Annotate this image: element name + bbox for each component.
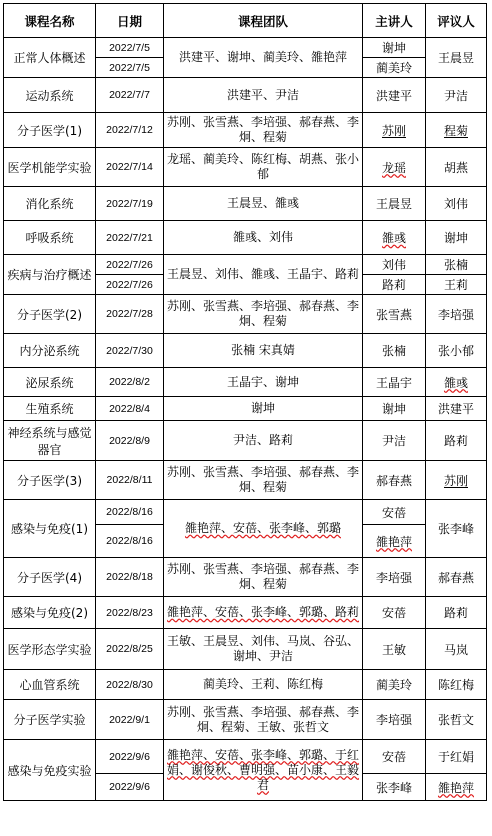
table-row — [4, 255, 487, 275]
header-reviewer: 评议人 — [426, 4, 487, 38]
table-row — [4, 421, 487, 461]
reviewer-name: 苏刚 — [443, 473, 468, 488]
lecturer-cell: 安蓓 — [363, 597, 426, 629]
table-row — [4, 597, 487, 629]
lecturer-cell: 刘伟 — [363, 255, 426, 275]
reviewer-cell: 于红娟 — [426, 740, 487, 774]
reviewer-cell: 胡燕 — [426, 148, 487, 187]
date-cell: 2022/8/23 — [96, 597, 164, 629]
team-cell: 张楠 宋真婧 — [164, 334, 363, 368]
reviewer-cell: 马岚 — [426, 629, 487, 670]
lecturer-name: 雒艳萍 — [375, 534, 412, 549]
table-row — [4, 670, 487, 700]
course-name: 运动系统 — [4, 78, 96, 113]
reviewer-cell: 路莉 — [426, 597, 487, 629]
table-row — [4, 461, 487, 500]
lecturer-cell: 王晨昱 — [363, 187, 426, 221]
lecturer-cell: 王晶宇 — [363, 368, 426, 397]
reviewer-cell: 王晨昱 — [426, 38, 487, 78]
team-text: 雒艳萍、安蓓、张李峰、郭璐、于红娟、谢俊秋、曹明强、苗小康、王毅君 — [167, 747, 360, 792]
header-course: 课程名称 — [4, 4, 96, 38]
lecturer-cell — [363, 221, 426, 255]
date-cell: 2022/7/28 — [96, 295, 164, 334]
lecturer-cell: 王敏 — [363, 629, 426, 670]
lecturer-cell: 张楠 — [363, 334, 426, 368]
lecturer-cell: 李培强 — [363, 558, 426, 597]
reviewer-cell: 尹洁 — [426, 78, 487, 113]
team-cell: 洪建平、尹洁 — [164, 78, 363, 113]
date-cell: 2022/7/30 — [96, 334, 164, 368]
reviewer-cell: 郝春燕 — [426, 558, 487, 597]
lecturer-cell: 谢坤 — [363, 397, 426, 421]
lecturer-cell — [363, 113, 426, 148]
reviewer-cell: 洪建平 — [426, 397, 487, 421]
reviewer-cell: 李培强 — [426, 295, 487, 334]
team-cell: 苏刚、张雪燕、李培强、郝春燕、李炯、程菊 — [164, 461, 363, 500]
team-cell: 尹洁、路莉 — [164, 421, 363, 461]
reviewer-name: 程菊 — [443, 123, 468, 138]
date-cell: 2022/9/6 — [96, 740, 164, 774]
lecturer-cell: 安蓓 — [363, 740, 426, 774]
date-cell: 2022/7/26 — [96, 275, 164, 295]
team-cell: 王敏、王晨昱、刘伟、马岚、谷弘、谢坤、尹洁 — [164, 629, 363, 670]
course-schedule-table — [3, 3, 487, 801]
lecturer-name: 苏刚 — [381, 123, 406, 138]
team-cell: 王晨昱、刘伟、雒彧、王晶宇、路莉 — [164, 255, 363, 295]
reviewer-cell: 张小郁 — [426, 334, 487, 368]
course-name: 泌尿系统 — [4, 368, 96, 397]
course-name: 分子医学(1) — [4, 113, 96, 148]
date-cell: 2022/8/16 — [96, 500, 164, 525]
reviewer-name: 雒艳萍 — [437, 780, 474, 795]
reviewer-cell — [426, 774, 487, 801]
team-cell — [164, 740, 363, 801]
header-row — [4, 4, 487, 38]
course-name: 正常人体概述 — [4, 38, 96, 78]
reviewer-cell: 王莉 — [426, 275, 487, 295]
course-name: 感染与免疫实验 — [4, 740, 96, 801]
header-date: 日期 — [96, 4, 164, 38]
reviewer-cell: 张哲文 — [426, 700, 487, 740]
lecturer-cell — [363, 148, 426, 187]
table-row — [4, 500, 487, 525]
table-row — [4, 38, 487, 58]
date-cell: 2022/7/5 — [96, 38, 164, 58]
date-cell: 2022/8/11 — [96, 461, 164, 500]
team-cell: 苏刚、张雪燕、李培强、郝春燕、李炯、程菊 — [164, 295, 363, 334]
lecturer-cell: 李培强 — [363, 700, 426, 740]
header-team: 课程团队 — [164, 4, 363, 38]
table-row — [4, 187, 487, 221]
reviewer-name: 雒彧 — [443, 375, 468, 390]
date-cell: 2022/7/5 — [96, 58, 164, 78]
table-row — [4, 221, 487, 255]
table-row — [4, 78, 487, 113]
table-row — [4, 368, 487, 397]
lecturer-cell: 路莉 — [363, 275, 426, 295]
table-row — [4, 295, 487, 334]
reviewer-cell: 陈红梅 — [426, 670, 487, 700]
table-row — [4, 113, 487, 148]
reviewer-cell — [426, 113, 487, 148]
table-row — [4, 148, 487, 187]
lecturer-cell: 蔺美玲 — [363, 670, 426, 700]
table-row — [4, 629, 487, 670]
reviewer-cell: 张李峰 — [426, 500, 487, 558]
table-row — [4, 334, 487, 368]
reviewer-cell — [426, 368, 487, 397]
team-cell — [164, 38, 363, 78]
date-cell: 2022/7/19 — [96, 187, 164, 221]
team-text: 雒艳萍、安蓓、张李峰、郭璐 — [184, 521, 341, 535]
course-name: 感染与免疫(2) — [4, 597, 96, 629]
reviewer-cell: 张楠 — [426, 255, 487, 275]
course-name: 分子医学(3) — [4, 461, 96, 500]
reviewer-cell: 谢坤 — [426, 221, 487, 255]
team-text: 雒艳萍、安蓓、张李峰、郭璐、路莉 — [167, 605, 360, 619]
table-row — [4, 700, 487, 740]
date-cell: 2022/8/4 — [96, 397, 164, 421]
lecturer-cell: 蔺美玲 — [363, 58, 426, 78]
date-cell: 2022/7/26 — [96, 255, 164, 275]
course-name: 心血管系统 — [4, 670, 96, 700]
course-name: 医学机能学实验 — [4, 148, 96, 187]
course-name: 感染与免疫(1) — [4, 500, 96, 558]
date-cell: 2022/8/16 — [96, 525, 164, 558]
date-cell: 2022/9/6 — [96, 774, 164, 801]
lecturer-cell: 郝春燕 — [363, 461, 426, 500]
course-name: 呼吸系统 — [4, 221, 96, 255]
course-name: 分子医学(2) — [4, 295, 96, 334]
date-cell: 2022/8/25 — [96, 629, 164, 670]
team-cell: 龙瑶、蔺美玲、陈红梅、胡燕、张小郁 — [164, 148, 363, 187]
header-lecturer: 主讲人 — [363, 4, 426, 38]
team-cell: 雒彧、刘伟 — [164, 221, 363, 255]
course-name: 疾病与治疗概述 — [4, 255, 96, 295]
lecturer-name: 龙瑶 — [381, 160, 406, 175]
reviewer-cell: 刘伟 — [426, 187, 487, 221]
team-cell: 谢坤 — [164, 397, 363, 421]
team-cell: 王晶宇、谢坤 — [164, 368, 363, 397]
team-cell: 蔺美玲、王莉、陈红梅 — [164, 670, 363, 700]
date-cell: 2022/8/9 — [96, 421, 164, 461]
lecturer-name: 雒彧 — [381, 231, 406, 245]
team-cell: 苏刚、张雪燕、李培强、郝春燕、李炯、程菊、王敏、张哲文 — [164, 700, 363, 740]
date-cell: 2022/7/21 — [96, 221, 164, 255]
course-name: 神经系统与感觉器官 — [4, 421, 96, 461]
course-name: 生殖系统 — [4, 397, 96, 421]
lecturer-cell — [363, 525, 426, 558]
course-name: 分子医学(4) — [4, 558, 96, 597]
date-cell: 2022/9/1 — [96, 700, 164, 740]
course-name: 医学形态学实验 — [4, 629, 96, 670]
course-name: 分子医学实验 — [4, 700, 96, 740]
date-cell: 2022/7/14 — [96, 148, 164, 187]
team-cell — [164, 597, 363, 629]
lecturer-cell: 张李峰 — [363, 774, 426, 801]
date-cell: 2022/7/7 — [96, 78, 164, 113]
table-row — [4, 558, 487, 597]
lecturer-cell: 张雪燕 — [363, 295, 426, 334]
course-name: 内分泌系统 — [4, 334, 96, 368]
team-text: 洪建平、谢坤、蔺美玲、雒艳萍 — [178, 50, 347, 64]
date-cell: 2022/8/18 — [96, 558, 164, 597]
lecturer-cell: 尹洁 — [363, 421, 426, 461]
date-cell: 2022/8/30 — [96, 670, 164, 700]
table-row — [4, 397, 487, 421]
team-cell — [164, 500, 363, 558]
lecturer-cell: 洪建平 — [363, 78, 426, 113]
team-cell: 苏刚、张雪燕、李培强、郝春燕、李炯、程菊 — [164, 558, 363, 597]
lecturer-cell: 谢坤 — [363, 38, 426, 58]
reviewer-cell: 路莉 — [426, 421, 487, 461]
reviewer-cell — [426, 461, 487, 500]
lecturer-cell: 安蓓 — [363, 500, 426, 525]
date-cell: 2022/7/12 — [96, 113, 164, 148]
course-name: 消化系统 — [4, 187, 96, 221]
table-row — [4, 740, 487, 774]
team-cell: 王晨昱、雒彧 — [164, 187, 363, 221]
date-cell: 2022/8/2 — [96, 368, 164, 397]
team-cell: 苏刚、张雪燕、李培强、郝春燕、李炯、程菊 — [164, 113, 363, 148]
